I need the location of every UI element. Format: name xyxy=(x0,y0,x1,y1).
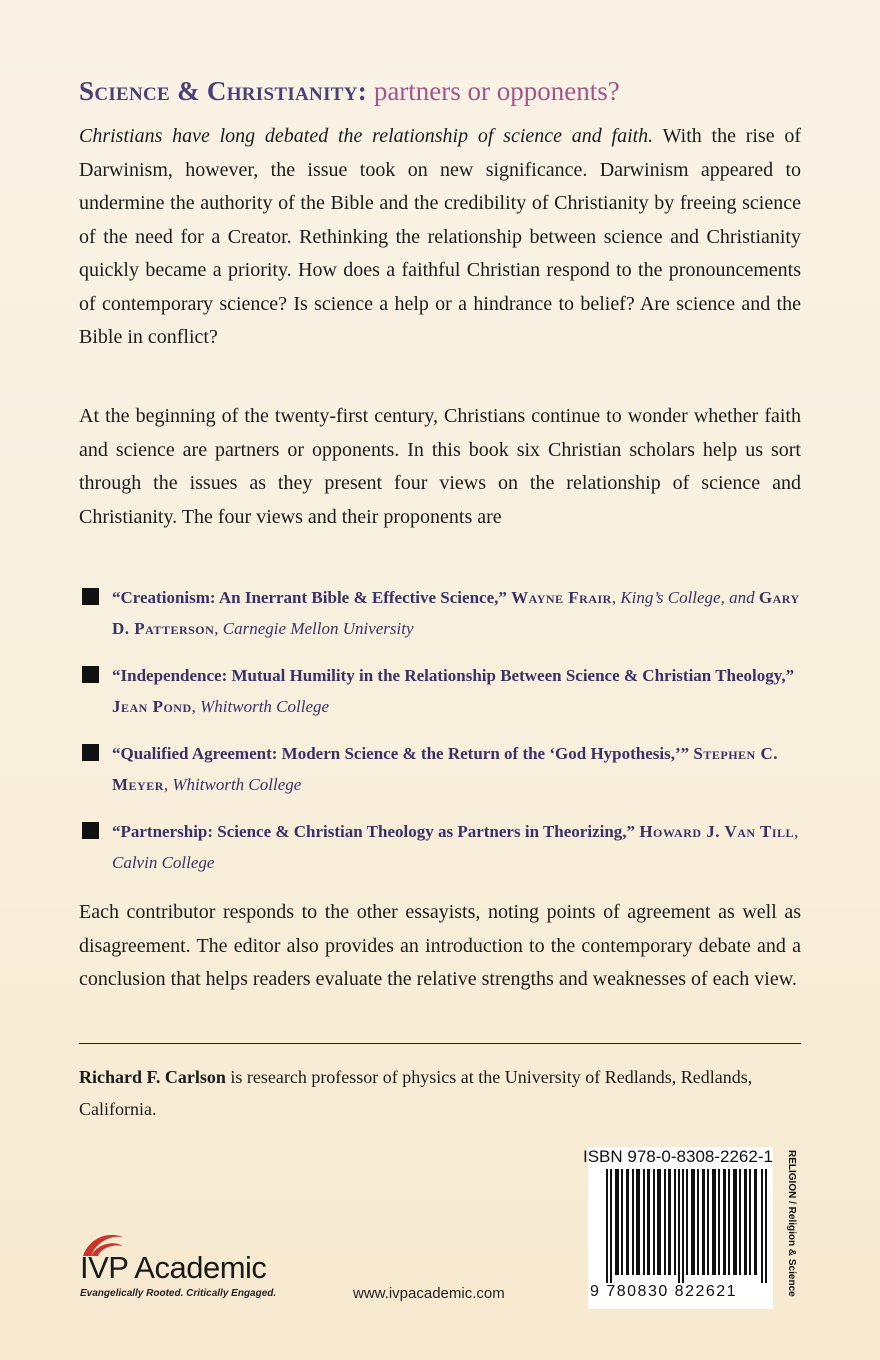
view-title: “Creationism: An Inerrant Bible & Effective Science,” xyxy=(112,588,507,607)
isbn-digits: 9 780830 822621 xyxy=(590,1283,738,1300)
paragraph-two: At the beginning of the twenty-first century, Christians continue to wonder whether faith and science are partners or opponents. In this book six Christian scholars help us sort through the issues as they present four views on the relationship of science and Christianity. The four views and their proponents are xyxy=(79,405,801,528)
view-author: Gary D. Patterson xyxy=(112,588,800,638)
view-author: Wayne Frair xyxy=(511,588,612,607)
square-bullet-icon xyxy=(82,822,99,839)
view-institution: Whitworth College xyxy=(172,775,302,794)
headline xyxy=(79,76,801,107)
editor-bio xyxy=(79,1061,801,1125)
intro-paragraph xyxy=(79,120,801,355)
intro-italic: Christians have long debated the relationship of science and faith. xyxy=(79,125,654,147)
view-author: Howard J. Van Till xyxy=(639,822,795,841)
square-bullet-icon xyxy=(82,588,99,605)
paragraph-three: Each contributor responds to the other essayists, noting points of agreement as well as disagreement. The editor also provides an introduction to the contemporary debate and a conclusion that helps readers evaluate the relative strengths and weaknesses of each view. xyxy=(79,901,801,990)
headline-part1: Science & Christianity: xyxy=(79,76,368,106)
headline-part2: partners or opponents? xyxy=(373,76,620,106)
publisher-tagline: Evangelically Rooted. Critically Engaged. xyxy=(80,1288,277,1299)
view-item: “Qualified Agreement: Modern Science & the Return of the ‘God Hypothesis,’” Stephen C. Meyer, Whitworth College xyxy=(82,738,801,816)
view-title: “Qualified Agreement: Modern Science & the Return of the ‘God Hypothesis,’” xyxy=(112,744,690,763)
view-title: “Independence: Mutual Humility in the Relationship Between Science & Christian Theology,” xyxy=(112,666,795,685)
view-item: “Creationism: An Inerrant Bible & Effective Science,” Wayne Frair, King’s College, and Gary D. Patterson, Carnegie Mellon University xyxy=(82,582,801,660)
square-bullet-icon xyxy=(82,666,99,683)
view-item: “Independence: Mutual Humility in the Relationship Between Science & Christian Theology,” Jean Pond, Whitworth College xyxy=(82,660,801,738)
square-bullet-icon xyxy=(82,744,99,761)
barcode-icon xyxy=(606,1169,768,1283)
isbn-label: ISBN 978-0-8308-2262-1 xyxy=(583,1147,773,1166)
publisher-name: IVP Academic xyxy=(80,1250,267,1285)
editor-bio-text: is research professor of physics at the University of Redlands, Redlands, California. xyxy=(79,1067,753,1119)
publisher-url[interactable]: www.ivpacademic.com xyxy=(353,1285,505,1302)
view-author: Stephen C. Meyer xyxy=(112,744,778,794)
view-institution: Whitworth College xyxy=(200,697,330,716)
view-institution: Carnegie Mellon University xyxy=(222,619,414,638)
editor-name: Richard F. Carlson xyxy=(79,1067,226,1087)
view-item: “Partnership: Science & Christian Theology as Partners in Theorizing,” Howard J. Van Till, Calvin College xyxy=(82,816,801,894)
book-category: RELIGION / Religion & Science xyxy=(786,1150,797,1297)
view-author: Jean Pond xyxy=(112,697,192,716)
intro-rest: With the rise of Darwinism, however, the issue took on new significance. Darwinism appeared to undermine the authority of the Bible and the credibility of Christianity by freeing science of the need for a Creator. Rethinking the relationship between science and Christianity quickly became a priority. How does a faithful Christian respond to the pronouncements of contemporary science? Is science a help or a hindrance to belief? Are science and the Bible in conflict? xyxy=(79,125,801,348)
publisher-logo xyxy=(79,1228,289,1308)
view-title: “Partnership: Science & Christian Theology as Partners in Theorizing,” xyxy=(112,822,636,841)
views-list xyxy=(82,582,801,894)
view-institution: Calvin College xyxy=(112,853,215,872)
view-institution: King’s College, and xyxy=(620,588,755,607)
divider xyxy=(79,1043,801,1044)
